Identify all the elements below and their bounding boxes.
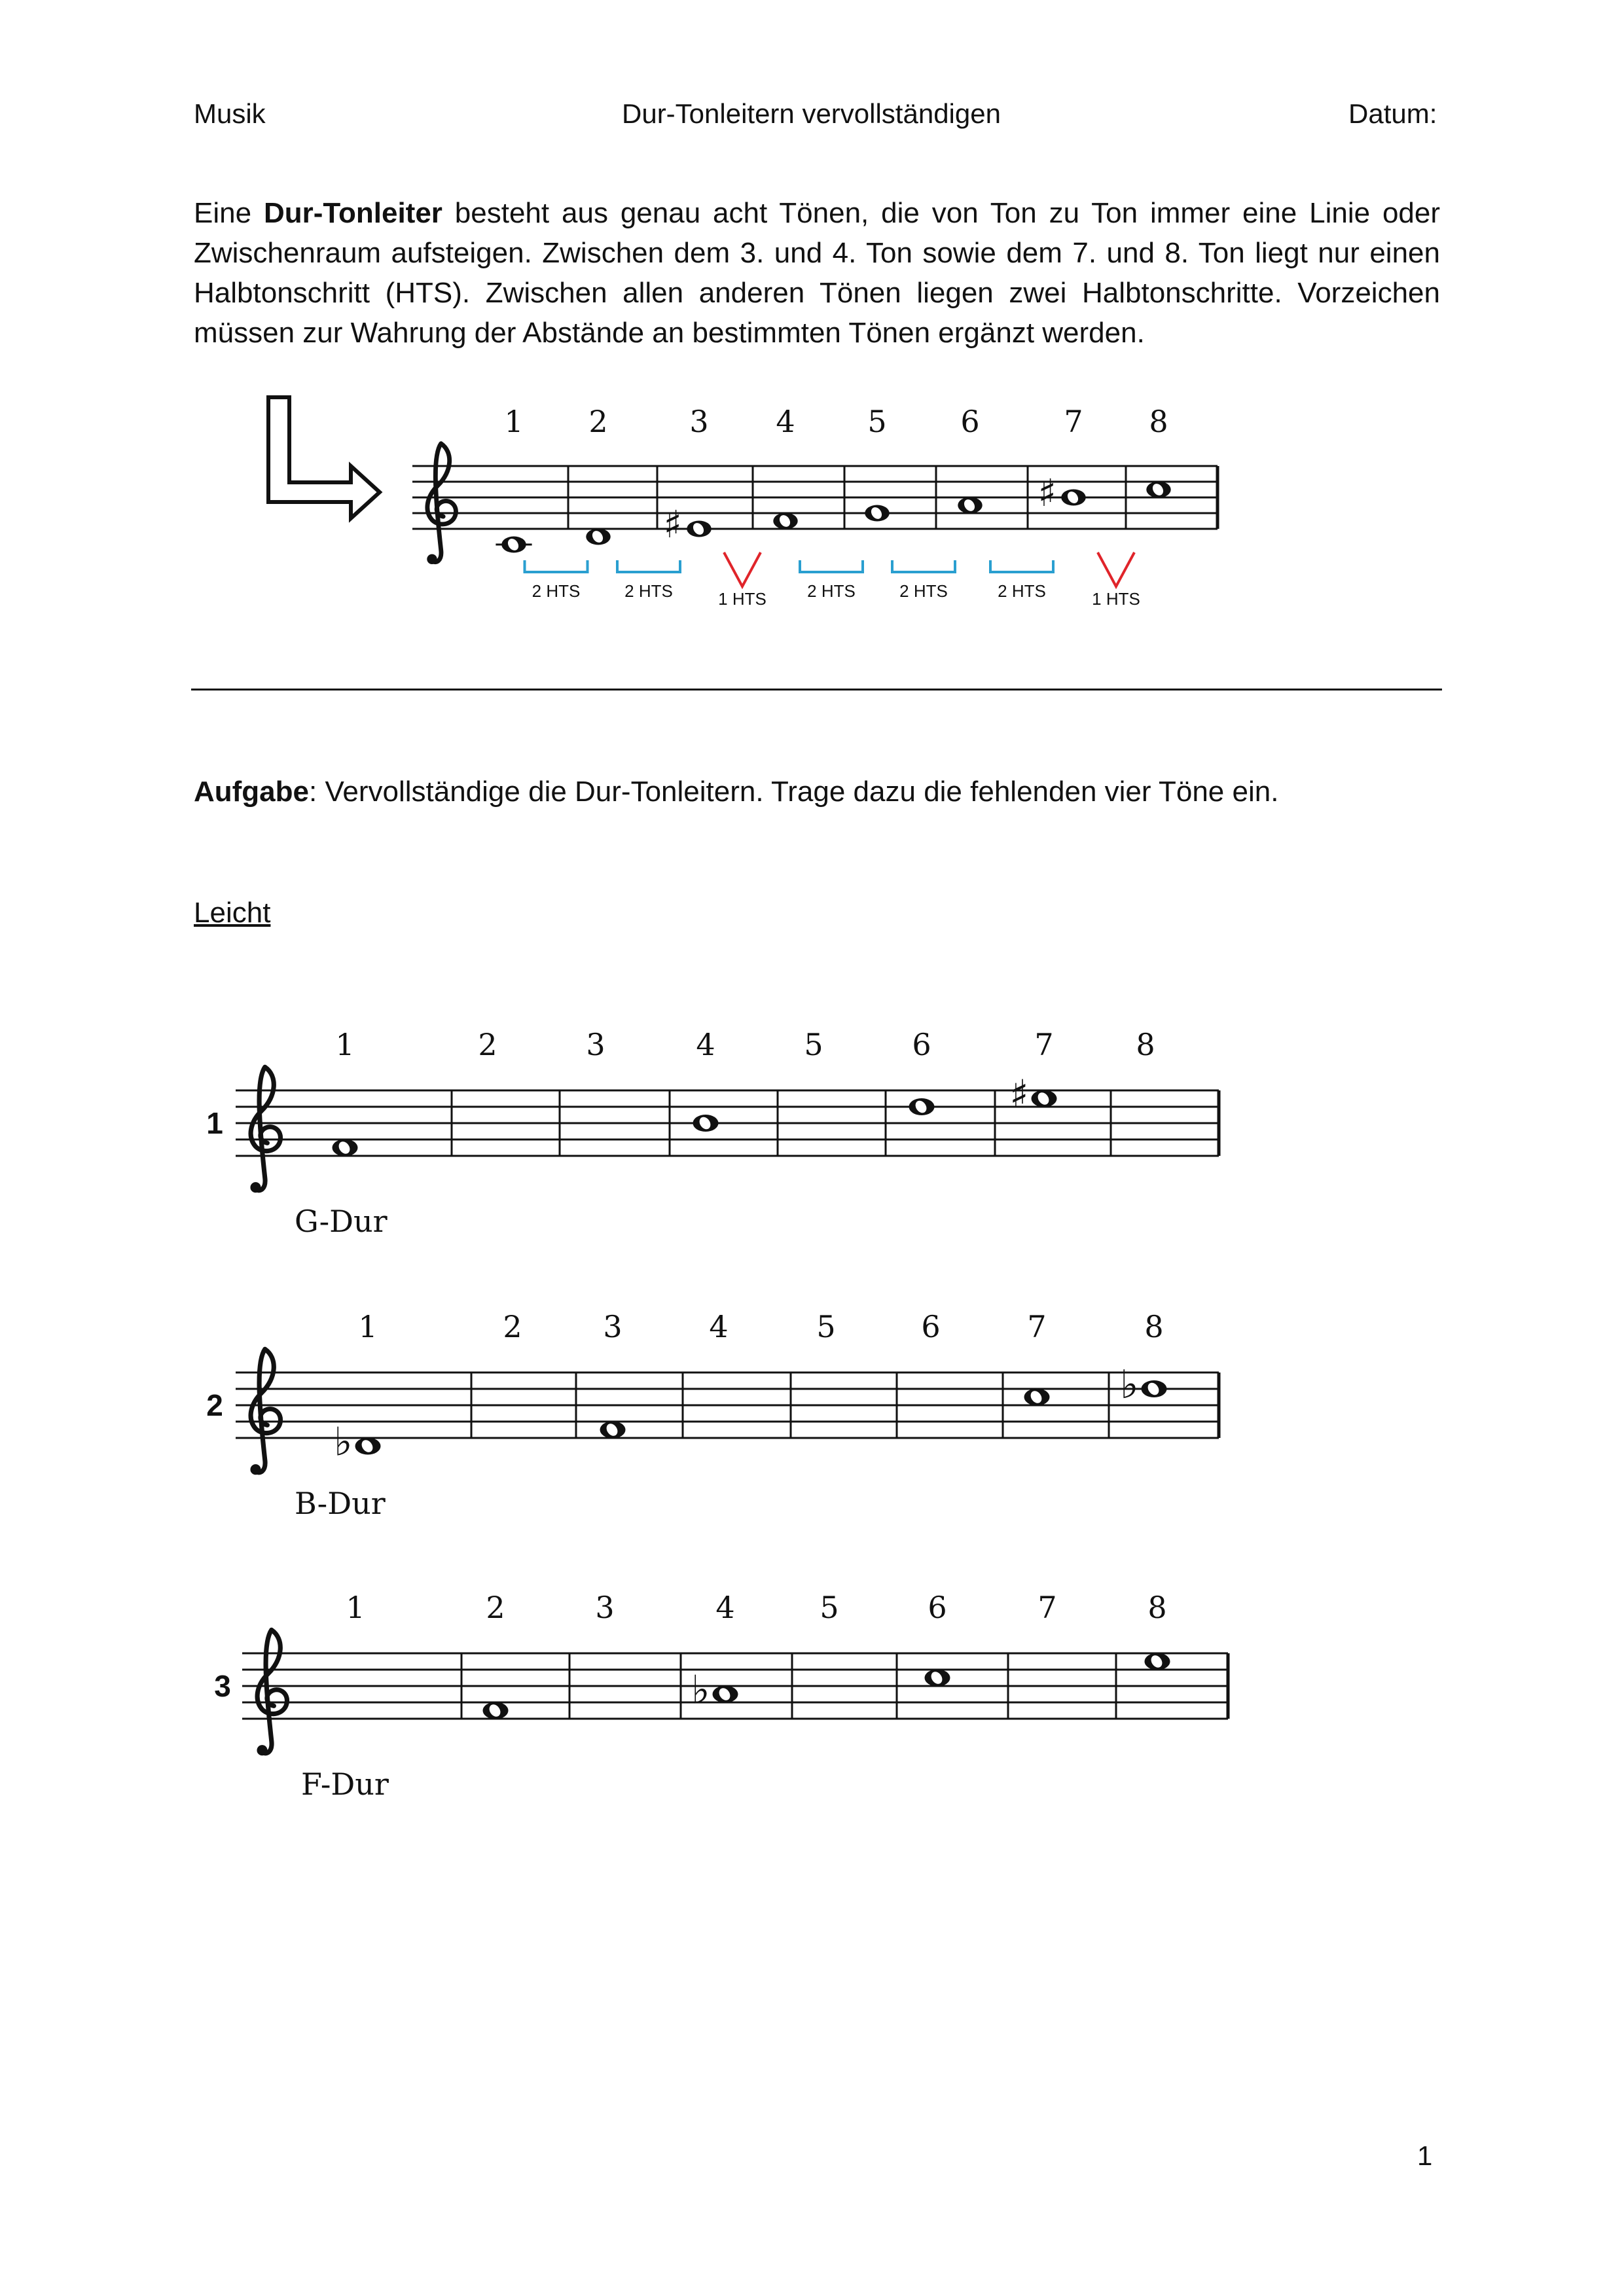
accidental-flat-icon: ♭ [1119, 1361, 1139, 1408]
intro-term: Dur-Tonleiter [263, 197, 442, 229]
header-subject: Musik [194, 98, 266, 129]
accidental-flat-icon: ♭ [691, 1667, 710, 1713]
whole-step-bracket [800, 560, 863, 572]
level-heading: Leicht [194, 897, 271, 929]
degree-number: 1 [335, 1027, 355, 1062]
note-head [1145, 1653, 1170, 1670]
interval-label: 2 HTS [899, 581, 948, 601]
whole-step-bracket [617, 560, 680, 572]
interval-label: 2 HTS [998, 581, 1046, 601]
half-step-marker [1098, 552, 1134, 586]
degree-number: 3 [586, 1027, 605, 1062]
degree-number: 4 [709, 1309, 729, 1344]
accidental-sharp-icon: ♯ [1009, 1071, 1029, 1118]
degree-number: 5 [804, 1027, 823, 1062]
degree-number: 5 [867, 404, 887, 439]
exercise-number: 2 [206, 1388, 223, 1422]
exercise-number: 1 [206, 1106, 223, 1140]
exercise-number: 3 [214, 1669, 231, 1703]
degree-number: 1 [358, 1309, 378, 1344]
note-head [1061, 490, 1085, 506]
interval-label: 1 HTS [718, 589, 767, 609]
whole-step-bracket [990, 560, 1053, 572]
scale-name: F-Dur [301, 1767, 389, 1802]
degree-number: 2 [478, 1027, 497, 1062]
interval-label: 1 HTS [1092, 589, 1140, 609]
arrow-icon [268, 397, 380, 518]
degree-number: 7 [1064, 404, 1083, 439]
degree-number: 1 [346, 1590, 365, 1625]
note-head [713, 1686, 738, 1703]
accidental-sharp-icon: ♯ [1038, 471, 1056, 516]
degree-number: 3 [603, 1309, 623, 1344]
task-body: : Vervollständige die Dur-Tonleitern. Trage dazu die fehlenden vier Töne ein. [309, 776, 1279, 808]
page-number: 1 [1417, 2140, 1433, 2171]
treble-clef-icon [250, 1349, 280, 1475]
treble-clef-icon [427, 444, 456, 564]
header-date-label: Datum: [1348, 98, 1437, 129]
interval-label: 2 HTS [807, 581, 856, 601]
note-head [586, 529, 610, 545]
scale-name: G-Dur [295, 1204, 388, 1239]
degree-number: 2 [588, 404, 608, 439]
degree-number: 7 [1034, 1027, 1054, 1062]
note-head [1032, 1090, 1057, 1107]
degree-number: 6 [912, 1027, 931, 1062]
note-head [909, 1098, 935, 1115]
degree-number: 4 [696, 1027, 715, 1062]
accidental-flat-icon: ♭ [333, 1419, 353, 1465]
note-head [600, 1422, 626, 1439]
interval-label: 2 HTS [624, 581, 673, 601]
degree-number: 3 [595, 1590, 615, 1625]
degree-number: 5 [816, 1309, 836, 1344]
note-head [1024, 1389, 1050, 1406]
degree-number: 1 [504, 404, 524, 439]
half-step-marker [724, 552, 761, 586]
degree-number: 3 [689, 404, 709, 439]
degree-number: 6 [928, 1590, 947, 1625]
note-head [501, 537, 526, 553]
degree-number: 5 [820, 1590, 839, 1625]
degree-number: 6 [960, 404, 980, 439]
note-head [773, 513, 797, 529]
task-label: Aufgabe [194, 776, 309, 808]
degree-number: 8 [1149, 404, 1168, 439]
degree-number: 8 [1136, 1027, 1155, 1062]
degree-number: 2 [486, 1590, 505, 1625]
section-divider [191, 689, 1442, 691]
note-head [925, 1670, 950, 1687]
whole-step-bracket [892, 560, 955, 572]
task-text [194, 776, 1278, 808]
degree-number: 4 [715, 1590, 735, 1625]
note-head [958, 497, 982, 514]
degree-number: 8 [1144, 1309, 1164, 1344]
note-head [1142, 1380, 1167, 1397]
example-scale-diagram [0, 0, 1624, 655]
interval-label: 2 HTS [532, 581, 581, 601]
treble-clef-icon [257, 1630, 287, 1755]
note-head [687, 521, 711, 537]
note-head [483, 1702, 509, 1719]
degree-number: 8 [1147, 1590, 1167, 1625]
degree-number: 4 [776, 404, 795, 439]
scale-name: B-Dur [295, 1486, 386, 1521]
degree-number: 2 [503, 1309, 522, 1344]
note-head [1146, 482, 1170, 498]
note-head [355, 1438, 381, 1455]
degree-number: 6 [921, 1309, 941, 1344]
intro-lead: Eine [194, 197, 264, 229]
note-head [693, 1115, 719, 1132]
note-head [333, 1139, 358, 1157]
whole-step-bracket [525, 560, 588, 572]
header-title: Dur-Tonleitern vervollständigen [622, 98, 1001, 129]
intro-rest: besteht aus genau acht Tönen, die von Ton zu Ton immer eine Linie oder Zwischenraum aufsteigen. Zwischen dem 3. und 4. Ton sowie dem 7. und 8. Ton liegt nur einen Halbtonschritt (HTS). Zwischen allen anderen Tönen liegen zwei Halbtonschritte. Vorzeichen müssen zur Wahrung der Abstände an bestimmten Tönen ergänzt werden. [194, 197, 1441, 349]
treble-clef-icon [250, 1067, 280, 1193]
degree-number: 7 [1038, 1590, 1057, 1625]
accidental-sharp-icon: ♯ [663, 503, 682, 547]
degree-number: 7 [1027, 1309, 1047, 1344]
note-head [865, 505, 889, 522]
